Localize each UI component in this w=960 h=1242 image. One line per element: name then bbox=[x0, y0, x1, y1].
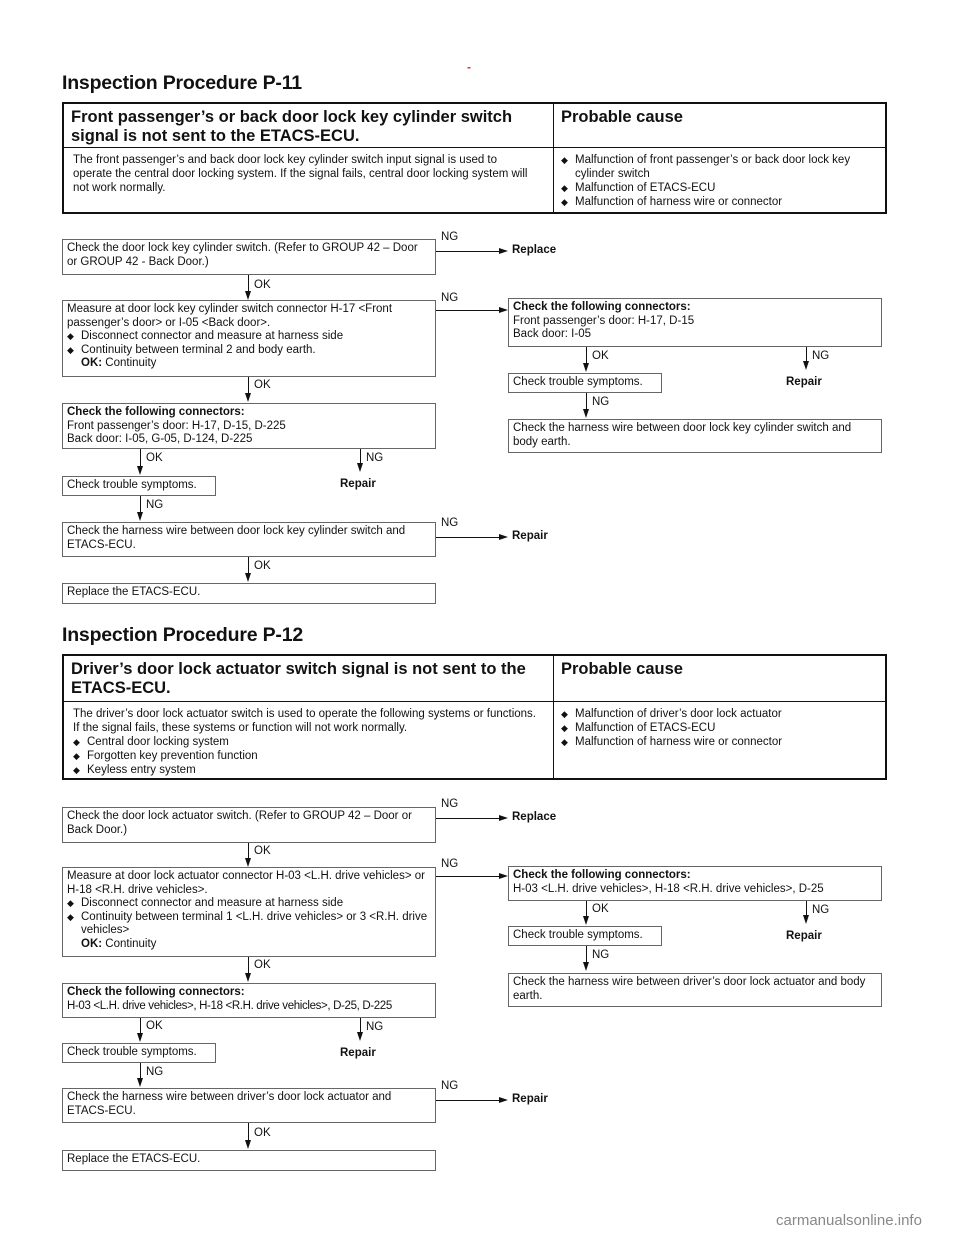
p11-connector bbox=[806, 347, 807, 362]
p12-function-item: ◆ Central door locking system bbox=[73, 735, 543, 749]
p11-right2-box bbox=[508, 373, 662, 393]
p11-probable-cause-header: Probable cause bbox=[561, 108, 683, 126]
p12-ng-label: NG bbox=[441, 1080, 459, 1092]
arrow-down-icon bbox=[245, 973, 251, 982]
p12-step6-box bbox=[62, 1150, 436, 1171]
p12-step2-bullet: ◆ Continuity between terminal 1 <L.H. drive vehicles> or 3 <R.H. drive vehicles> bbox=[67, 911, 431, 938]
section-title-p11: Inspection Procedure P-11 bbox=[62, 72, 302, 94]
p11-connector bbox=[360, 449, 361, 464]
p12-step2-ok-label: OK: bbox=[81, 937, 103, 950]
arrow-down-icon bbox=[137, 466, 143, 475]
p11-repair-label: Repair bbox=[786, 376, 822, 388]
p12-ng-label: NG bbox=[366, 1021, 384, 1033]
arrow-down-icon bbox=[357, 1032, 363, 1041]
p12-connector bbox=[436, 876, 500, 877]
p12-connector bbox=[248, 957, 249, 974]
p11-step2-ok-value: Continuity bbox=[105, 357, 157, 369]
p12-step5-box bbox=[62, 1088, 436, 1123]
p11-description: The front passenger’s and back door lock key cylinder switch input signal is used to operate the central door locking system. If the signal fails, central door locking system will not work normally. bbox=[73, 154, 528, 194]
p12-connector bbox=[248, 1123, 249, 1141]
p11-cause-item: ◆ Malfunction of harness wire or connector bbox=[561, 195, 876, 209]
arrow-down-icon bbox=[245, 858, 251, 867]
p11-cause-list bbox=[561, 153, 876, 209]
arrow-down-icon bbox=[583, 916, 589, 925]
p11-connector bbox=[586, 393, 587, 410]
p11-connector bbox=[436, 251, 500, 252]
p11-ng-label: NG bbox=[441, 517, 459, 529]
p11-replace-label: Replace bbox=[512, 244, 557, 256]
p11-ng-label: NG bbox=[146, 499, 164, 511]
p11-step2-text: Measure at door lock key cylinder switch connector H-17 <Front passenger’s door> or I-05 <Back door>. bbox=[67, 303, 393, 329]
arrow-right-icon bbox=[499, 815, 508, 821]
p12-ok-label: OK bbox=[254, 845, 271, 857]
arrow-down-icon bbox=[803, 915, 809, 924]
p11-step5-box bbox=[62, 522, 436, 557]
p12-ng-label: NG bbox=[592, 949, 610, 961]
arrow-down-icon bbox=[137, 1033, 143, 1042]
p12-step6-text: Replace the ETACS-ECU. bbox=[67, 1153, 201, 1165]
p12-step2-text: Measure at door lock actuator connector H-03 <L.H. drive vehicles> or H-18 <R.H. drive vehicles>. bbox=[67, 870, 425, 896]
p11-step1-box bbox=[62, 239, 436, 275]
p11-step2-ok-label: OK: bbox=[81, 357, 103, 369]
p12-connector bbox=[436, 1100, 500, 1101]
p11-cause-item: ◆ Malfunction of front passenger’s or back door lock key cylinder switch bbox=[561, 153, 876, 181]
p12-ok-label: OK bbox=[146, 1020, 163, 1032]
p12-ok-label: OK bbox=[592, 903, 609, 915]
p11-ng-label: NG bbox=[366, 452, 384, 464]
p12-ok-label: OK bbox=[254, 1127, 271, 1139]
p11-step3-line: Back door: I-05, G-05, D-124, D-225 bbox=[67, 433, 253, 445]
p12-connector bbox=[806, 901, 807, 916]
p12-summary-table bbox=[62, 654, 887, 780]
p12-step5-text: Check the harness wire between driver’s door lock actuator and ETACS-ECU. bbox=[67, 1091, 392, 1117]
section-title-p12: Inspection Procedure P-12 bbox=[62, 624, 303, 646]
p12-step3-line: H-03 <L.H. drive vehicles>, H-18 <R.H. drive vehicles>, D-25, D-225 bbox=[67, 999, 392, 1012]
p11-step2-bullet: ◆ Continuity between terminal 2 and body earth. bbox=[67, 344, 431, 358]
p12-step1-box bbox=[62, 807, 436, 843]
p11-right3-box bbox=[508, 419, 882, 453]
p11-symptom: Front passenger’s or back door lock key cylinder switch signal is not sent to the ETACS-ECU. bbox=[71, 108, 513, 145]
p11-ng-label: NG bbox=[592, 396, 610, 408]
p12-step3-title: Check the following connectors: bbox=[67, 986, 245, 998]
p11-step3-box bbox=[62, 403, 436, 449]
p11-repair-label: Repair bbox=[340, 478, 376, 490]
p11-step6-box bbox=[62, 583, 436, 604]
arrow-down-icon bbox=[245, 291, 251, 300]
p12-right3-text: Check the harness wire between driver’s door lock actuator and body earth. bbox=[513, 976, 866, 1002]
p11-connector bbox=[436, 310, 500, 311]
p12-step1-text: Check the door lock actuator switch. (Refer to GROUP 42 – Door or Back Door.) bbox=[67, 810, 412, 836]
p11-connector bbox=[248, 557, 249, 574]
p12-step2-box bbox=[62, 867, 436, 957]
p12-ng-label: NG bbox=[441, 858, 459, 870]
p11-step3-line: Front passenger’s door: H-17, D-15, D-225 bbox=[67, 419, 286, 432]
p12-cause-item: ◆ Malfunction of harness wire or connector bbox=[561, 735, 876, 749]
arrow-down-icon bbox=[583, 409, 589, 418]
p11-ok-label: OK bbox=[254, 560, 271, 572]
arrow-right-icon bbox=[499, 873, 508, 879]
p12-step3-box bbox=[62, 983, 436, 1018]
p12-right1-line: H-03 <L.H. drive vehicles>, H-18 <R.H. drive vehicles>, D-25 bbox=[513, 882, 824, 895]
p12-connector bbox=[140, 1063, 141, 1079]
p12-step2-bullet: ◆ Disconnect connector and measure at harness side bbox=[67, 897, 431, 911]
p12-cause-item: ◆ Malfunction of driver’s door lock actuator bbox=[561, 707, 876, 721]
p12-ng-label: NG bbox=[146, 1066, 164, 1078]
p12-right1-title: Check the following connectors: bbox=[513, 869, 691, 881]
p12-right1-box bbox=[508, 866, 882, 901]
p12-connector bbox=[140, 1018, 141, 1034]
p11-step2-box bbox=[62, 300, 436, 377]
p11-step1-text: Check the door lock key cylinder switch. (Refer to GROUP 42 – Door or GROUP 42 - Back Door.) bbox=[67, 242, 418, 268]
p12-replace-label: Replace bbox=[512, 811, 557, 823]
arrow-down-icon bbox=[245, 1140, 251, 1149]
arrow-right-icon bbox=[499, 248, 508, 254]
p12-step4-box bbox=[62, 1043, 216, 1063]
p11-connector bbox=[586, 347, 587, 364]
p12-right3-box bbox=[508, 973, 882, 1007]
p12-ng-label: NG bbox=[441, 798, 459, 810]
p11-connector bbox=[140, 449, 141, 467]
p11-right1-title: Check the following connectors: bbox=[513, 301, 691, 313]
p11-ng-label: NG bbox=[441, 231, 459, 243]
p12-connector bbox=[360, 1018, 361, 1033]
p12-repair-label: Repair bbox=[512, 1093, 548, 1105]
p11-step6-text: Replace the ETACS-ECU. bbox=[67, 586, 201, 598]
arrow-down-icon bbox=[137, 1078, 143, 1087]
arrow-down-icon bbox=[357, 463, 363, 472]
p12-connector bbox=[436, 818, 500, 819]
p12-cause-item: ◆ Malfunction of ETACS-ECU bbox=[561, 721, 876, 735]
p12-ng-label: NG bbox=[812, 904, 830, 916]
p12-repair-label: Repair bbox=[786, 930, 822, 942]
p11-connector bbox=[248, 275, 249, 292]
p11-ng-label: NG bbox=[812, 350, 830, 362]
p12-description: The driver’s door lock actuator switch is used to operate the following systems or functions. If the signal fails, these systems or function will not work normally. bbox=[73, 708, 536, 734]
p11-right2-text: Check trouble symptoms. bbox=[513, 376, 643, 388]
p12-function-item: ◆ Keyless entry system bbox=[73, 763, 543, 777]
p11-ok-label: OK bbox=[254, 279, 271, 291]
p11-step2-bullet: ◆ Disconnect connector and measure at harness side bbox=[67, 330, 431, 344]
arrow-down-icon bbox=[803, 361, 809, 370]
arrow-down-icon bbox=[583, 962, 589, 971]
p12-function-item: ◆ Forgotten key prevention function bbox=[73, 749, 543, 763]
p11-connector bbox=[248, 377, 249, 394]
p12-ok-label: OK bbox=[254, 959, 271, 971]
p12-repair-label: Repair bbox=[340, 1047, 376, 1059]
arrow-right-icon bbox=[499, 1097, 508, 1103]
p12-step2-ok-value: Continuity bbox=[105, 937, 157, 950]
header-mark: - bbox=[467, 60, 471, 74]
arrow-down-icon bbox=[245, 393, 251, 402]
p11-ng-label: NG bbox=[441, 292, 459, 304]
p11-summary-table bbox=[62, 102, 887, 214]
p12-description-block bbox=[73, 707, 543, 777]
p11-step4-text: Check trouble symptoms. bbox=[67, 479, 197, 491]
p11-right1-line: Back door: I-05 bbox=[513, 328, 591, 340]
p11-ok-label: OK bbox=[592, 350, 609, 362]
p12-connector bbox=[586, 946, 587, 963]
p11-right3-text: Check the harness wire between door lock key cylinder switch and body earth. bbox=[513, 422, 852, 448]
p12-probable-cause-header: Probable cause bbox=[561, 660, 683, 678]
p11-ok-label: OK bbox=[254, 379, 271, 391]
p11-step3-title: Check the following connectors: bbox=[67, 406, 245, 418]
p12-cause-list bbox=[561, 707, 876, 749]
arrow-down-icon bbox=[137, 512, 143, 521]
arrow-right-icon bbox=[499, 307, 508, 313]
p11-repair-label: Repair bbox=[512, 530, 548, 542]
p11-step4-box bbox=[62, 476, 216, 496]
p12-right2-box bbox=[508, 926, 662, 946]
p11-connector bbox=[436, 537, 500, 538]
arrow-down-icon bbox=[583, 363, 589, 372]
p11-ok-label: OK bbox=[146, 452, 163, 464]
p11-cause-item: ◆ Malfunction of ETACS-ECU bbox=[561, 181, 876, 195]
p12-step4-text: Check trouble symptoms. bbox=[67, 1046, 197, 1058]
p11-step5-text: Check the harness wire between door lock key cylinder switch and ETACS-ECU. bbox=[67, 525, 406, 551]
arrow-down-icon bbox=[245, 573, 251, 582]
p11-right1-line: Front passenger’s door: H-17, D-15 bbox=[513, 314, 695, 327]
p12-symptom: Driver’s door lock actuator switch signal is not sent to the ETACS-ECU. bbox=[71, 660, 526, 697]
p12-right2-text: Check trouble symptoms. bbox=[513, 929, 643, 941]
p11-connector bbox=[140, 496, 141, 513]
p11-right1-box bbox=[508, 298, 882, 347]
arrow-right-icon bbox=[499, 534, 508, 540]
p12-connector bbox=[586, 901, 587, 917]
watermark: carmanualsonline.info bbox=[776, 1212, 922, 1229]
p12-connector bbox=[248, 843, 249, 859]
